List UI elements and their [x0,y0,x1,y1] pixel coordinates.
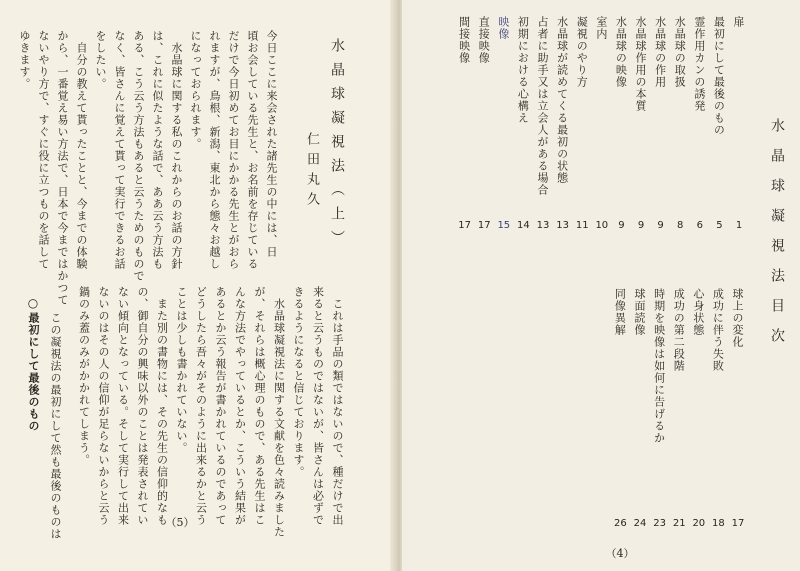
toc-entry-page: 15 [497,220,511,231]
toc-entry-page: 5 [716,220,723,231]
toc-entry-page: 24 [633,518,647,529]
text-column: ない傾向となっている。そして実行して出来 [116,286,130,526]
toc-entry-label: 最初にして最後のもの [712,16,726,136]
toc-entry-page: 17 [477,220,491,231]
toc-entry-label: 同像異解 [613,288,627,336]
text-column: ことは少しも書かれていない。 [175,286,188,454]
toc-entry-page: 11 [575,220,589,231]
text-column: ゆきます。 [18,30,31,90]
toc-entry-label: 成功に伴う失敗 [711,288,725,372]
text-column: きるようになると信じております。 [292,286,305,478]
section-mark: ○ [26,296,40,311]
toc-entry-page: 9 [618,220,625,231]
page-number-right: （4） [605,547,635,560]
toc-entry-label: 水晶球の作用 [653,16,667,88]
toc-entry-label: 占者に助手又は立会人がある場合 [536,16,549,196]
toc-entry-page: 26 [614,518,627,529]
toc-entry-page: 9 [637,220,645,231]
article-author: 仁田丸久 [304,132,319,212]
toc-entry-label: 直接映像 [477,16,491,64]
text-column: ないのはその人の信仰が足らないからと云う [97,286,110,526]
toc-entry-label: 水晶球の取扱 [673,16,687,88]
text-column: なく、皆さんに覚えて貰って実行できるお話 [113,30,126,270]
toc-entry-label: 水晶球作用の本質 [634,16,647,112]
toc-entry-label: 球面読像 [633,288,646,336]
toc-entry-page: 21 [672,518,686,529]
article-title: 水晶球凝視法（上） [329,38,345,254]
toc-entry-page: 17 [458,220,471,231]
toc-entry-page: 18 [712,518,725,529]
text-column: れますが、鳥根、新潟、東北から態々お越し [208,30,221,270]
toc-title: 水晶球凝視法目次 [769,118,785,358]
toc-entry-label: 成功の第二段階 [672,288,686,372]
text-column: 水晶球凝視法に関する文献を色々読みました [272,286,286,538]
toc-entry-page: 8 [677,220,684,231]
text-column: 今日ここに来会された諸先生の中には、日 [265,30,278,258]
text-column: だけで今日初めてお目にかかる先生とがおら [227,30,240,270]
toc-entry-label: 間接映像 [457,16,471,64]
text-column: あるとか云う報告が書かれているのであって [214,286,227,526]
text-column: の、御自分の興味以外のことは発表されてい [136,286,149,526]
toc-entry-label: 水晶球の映像 [614,16,628,88]
text-column: は、これに似たような話で、ああ云う方法も [151,30,164,270]
toc-entry-page: 13 [536,220,550,231]
toc-entry-label: 凝視のやり方 [575,16,589,88]
toc-entry-page: 23 [653,518,666,529]
text-column: 来ると云うものではないが、皆さんは必ずで [311,286,325,526]
toc-entry-page: 9 [657,220,664,231]
toc-entry-page: 17 [731,518,745,529]
text-column: から、一番覚え易い方法で、日本で今まではかつて [56,30,69,306]
text-column: になっておられます。 [189,30,202,150]
toc-entry-label: 室内 [594,16,608,40]
toc-entry-page: 1 [735,220,743,231]
toc-entry-label: 初期における心構え [516,16,530,124]
text-column: ないやり方で、すぐに役に立つものを話して [37,30,50,270]
page-number-left: （5） [165,516,195,529]
text-column: どうしたら吾々がそのように出来るかと云う [194,286,208,526]
text-column: また別の書物には、その先生の信仰的なも [155,286,169,526]
left-page [0,0,396,571]
toc-entry-label: 霊作用カンの誘発 [692,16,706,112]
text-column: んな方法でやっているとか、こういう結果が [233,286,247,526]
text-column: 頃お会している先生と、お名前を存じている [246,30,259,270]
toc-entry-label: 球上の変化 [731,288,744,348]
toc-entry-label: 心身状態 [691,288,705,336]
text-column: 鍋のみ蓋のみがかかれてしまう。 [77,286,91,466]
toc-entry-label: 時期を映像は如何に告げるか [652,288,666,444]
toc-entry-label: 扉 [732,16,745,28]
text-column: をしたい。 [94,30,107,90]
toc-entry-page: 13 [556,220,569,231]
text-column: 水晶球に関する私のこれからのお話の方針 [170,30,183,270]
toc-entry-page: 20 [692,518,706,529]
toc-entry-page: 14 [517,220,530,231]
text-column: ある、こう云う方法もあると云うためのもので [132,30,145,282]
toc-entry-page: 10 [595,220,609,231]
text-column: 自分の教えて貰ったことと、今までの体験 [75,30,88,270]
text-column: が、それらは概心理のもので、ある先生はこ [253,286,266,526]
toc-entry-label: 映像 [496,16,510,40]
text-column: この凝視法の最初にして然も最後のものは [49,300,62,540]
section-heading: 最初にして最後のもの [27,312,40,432]
right-page [402,0,800,571]
text-column: これは手品の類ではないので、種だけで出 [331,286,344,526]
toc-entry-label: 水晶球が読めてくる最初の状態 [555,16,569,184]
toc-entry-page: 6 [696,220,703,231]
